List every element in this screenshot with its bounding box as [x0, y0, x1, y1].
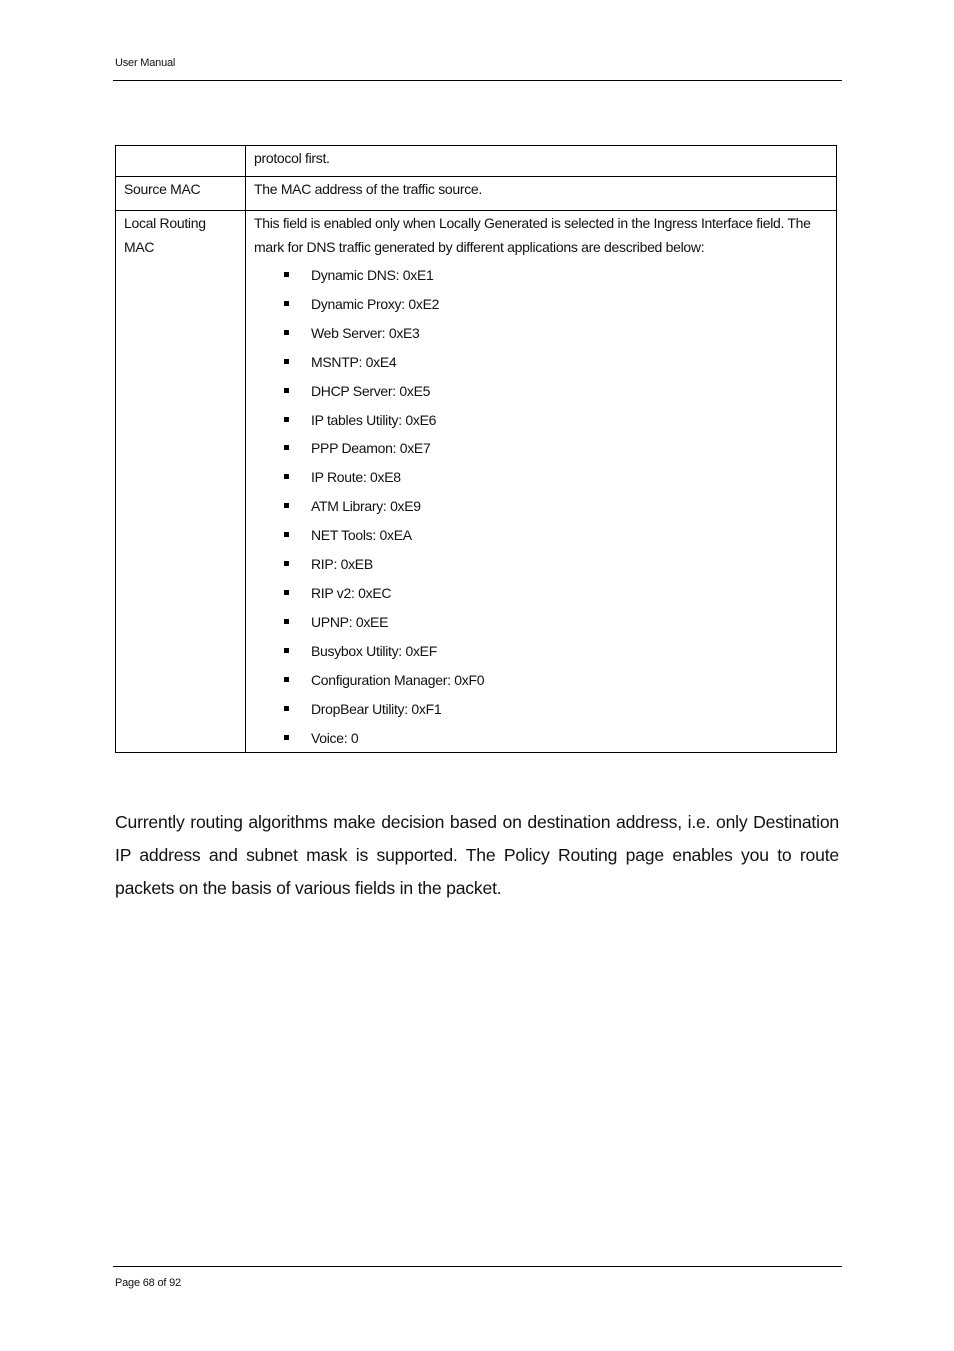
list-item	[254, 492, 828, 521]
list-item	[254, 406, 828, 435]
square-bullet-icon	[284, 590, 289, 595]
list-item-text: IP tables Utility: 0xE6	[311, 411, 437, 428]
list-item	[254, 637, 828, 666]
field-description-text: This field is enabled only when Locally Generated is selected in the Ingress Interface field. The mark for DNS traffic generated by different applications are described below:	[254, 215, 811, 255]
header-title: User Manual	[115, 57, 176, 69]
page-number: Page 68 of 92	[115, 1277, 181, 1289]
list-item	[254, 724, 828, 753]
list-item-text: Configuration Manager: 0xF0	[311, 671, 485, 688]
list-item-text: DropBear Utility: 0xF1	[311, 700, 442, 717]
square-bullet-icon	[284, 359, 289, 364]
list-item-text: RIP v2: 0xEC	[311, 584, 392, 601]
square-bullet-icon	[284, 619, 289, 624]
square-bullet-icon	[284, 417, 289, 422]
table-row	[116, 177, 837, 211]
field-description-table	[115, 145, 837, 753]
list-item	[254, 290, 828, 319]
header-divider	[113, 80, 842, 81]
list-item	[254, 550, 828, 579]
list-item-text: Web Server: 0xE3	[311, 324, 420, 341]
list-item	[254, 695, 828, 724]
square-bullet-icon	[284, 735, 289, 740]
list-item	[254, 463, 828, 492]
list-item	[254, 608, 828, 637]
square-bullet-icon	[284, 532, 289, 537]
field-label-cell	[116, 146, 246, 177]
square-bullet-icon	[284, 706, 289, 711]
list-item	[254, 319, 828, 348]
square-bullet-icon	[284, 474, 289, 479]
list-item	[254, 666, 828, 695]
field-description-cell: The MAC address of the traffic source.	[246, 177, 837, 211]
field-description-cell	[246, 211, 837, 753]
field-label-cell: Source MAC	[116, 177, 246, 211]
list-item-text: Busybox Utility: 0xEF	[311, 642, 437, 659]
square-bullet-icon	[284, 677, 289, 682]
list-item-text: ATM Library: 0xE9	[311, 498, 421, 515]
square-bullet-icon	[284, 272, 289, 277]
list-item	[254, 348, 828, 377]
list-item-text: RIP: 0xEB	[311, 556, 373, 573]
body-paragraph: Currently routing algorithms make decision based on destination address, i.e. only Destination IP address and subnet mask is supported. The Policy Routing page enables you to route packets on the basis of various fields in the packet.	[115, 812, 839, 898]
table-row	[116, 146, 837, 177]
traffic-mark-list	[254, 261, 828, 752]
list-item	[254, 579, 828, 608]
list-item-text: Voice: 0	[311, 729, 359, 746]
field-description-cell: protocol first.	[246, 146, 837, 177]
list-item-text: UPNP: 0xEE	[311, 613, 389, 630]
table-row	[116, 211, 837, 753]
list-item	[254, 521, 828, 550]
square-bullet-icon	[284, 388, 289, 393]
list-item-text: Dynamic DNS: 0xE1	[311, 267, 434, 283]
list-item-text: IP Route: 0xE8	[311, 469, 401, 486]
list-item-text: NET Tools: 0xEA	[311, 527, 412, 544]
square-bullet-icon	[284, 648, 289, 653]
list-item	[254, 261, 828, 290]
list-item-text: Dynamic Proxy: 0xE2	[311, 295, 440, 312]
square-bullet-icon	[284, 445, 289, 450]
footer-divider	[113, 1266, 842, 1267]
list-item	[254, 434, 828, 463]
list-item-text: DHCP Server: 0xE5	[311, 382, 431, 399]
list-item-text: MSNTP: 0xE4	[311, 353, 397, 370]
list-item-text: PPP Deamon: 0xE7	[311, 440, 431, 457]
square-bullet-icon	[284, 330, 289, 335]
square-bullet-icon	[284, 301, 289, 306]
field-label-cell: Local Routing MAC	[116, 211, 246, 753]
square-bullet-icon	[284, 561, 289, 566]
square-bullet-icon	[284, 503, 289, 508]
list-item	[254, 377, 828, 406]
